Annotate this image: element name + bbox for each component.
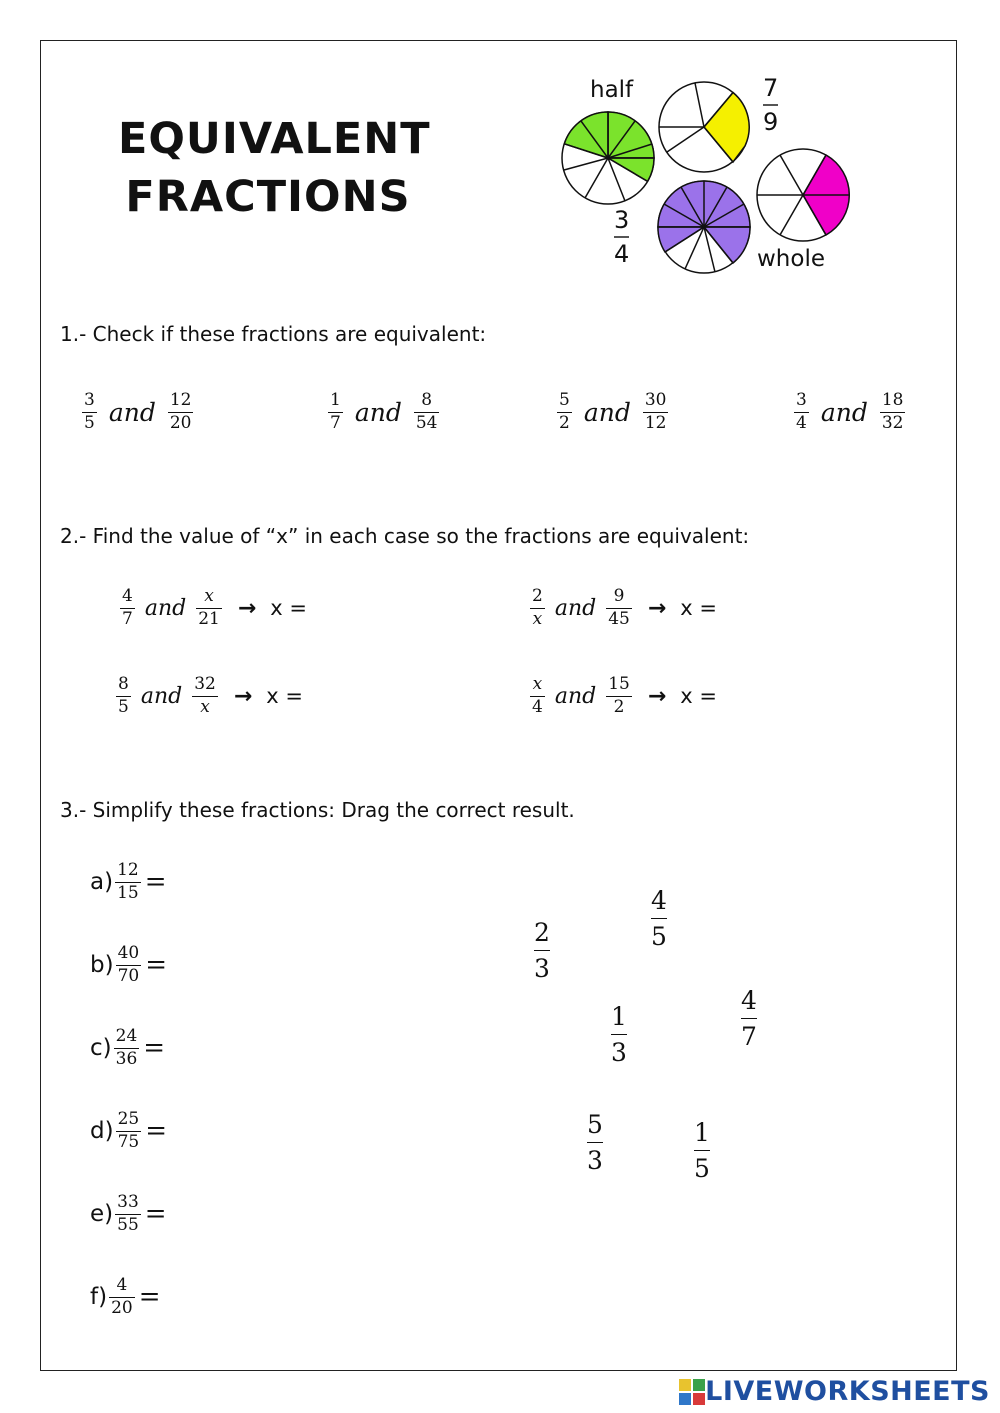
q3-item-d[interactable]: d) $\frac{25}{75}$ = bbox=[90, 1108, 168, 1152]
q2-item-1: $\frac{4}{7}$ and $\frac{x}{21}$ → x = bbox=[122, 585, 307, 629]
and-word: and bbox=[354, 397, 402, 427]
half-label: half bbox=[590, 77, 634, 103]
brand-name: LIVEWORKSHEETS bbox=[705, 1376, 990, 1407]
x-answer-field[interactable]: x = bbox=[680, 596, 717, 620]
arrow-right-icon: → bbox=[647, 683, 667, 709]
q2-item-3: $\frac{8}{5}$ and $\frac{32}{x}$ → x = bbox=[118, 673, 303, 717]
liveworksheets-logo-icon bbox=[679, 1379, 705, 1405]
draggable-answer-4-7[interactable]: 4 7 bbox=[741, 986, 757, 1051]
liveworksheets-logo bbox=[679, 1376, 990, 1407]
draggable-answer-5-3[interactable]: 5 3 bbox=[587, 1110, 603, 1175]
x-answer-field[interactable]: x = bbox=[270, 596, 307, 620]
x-answer-field[interactable]: x = bbox=[266, 684, 303, 708]
three-fourths-pie bbox=[658, 181, 750, 273]
q3-instruction: 3.- Simplify these fractions: Drag the correct result. bbox=[60, 798, 575, 822]
q2-item-4: $\frac{x}{4}$ and $\frac{15}{2}$ → x = bbox=[532, 673, 717, 717]
and-word: and bbox=[583, 397, 631, 427]
three-fourths-label: 3 4 bbox=[614, 206, 630, 268]
seven-ninths-label: 7 9 bbox=[763, 74, 779, 136]
q3-item-e[interactable]: e) $\frac{33}{55}$ = bbox=[90, 1191, 167, 1235]
q3-item-c[interactable]: c) $\frac{24}{36}$ = bbox=[90, 1025, 166, 1069]
x-answer-field[interactable]: x = bbox=[680, 684, 717, 708]
q3-item-a[interactable]: a) $\frac{12}{15}$ = bbox=[90, 859, 167, 903]
q3-item-f[interactable]: f) $\frac{4}{20}$ = bbox=[90, 1274, 161, 1318]
draggable-answer-2-3[interactable]: 2 3 bbox=[534, 918, 550, 983]
whole-label: whole bbox=[757, 246, 826, 272]
q2-instruction: 2.- Find the value of “x” in each case so the fractions are equivalent: bbox=[60, 524, 750, 548]
seven-ninths-pie bbox=[659, 82, 749, 172]
draggable-answer-4-5[interactable]: 4 5 bbox=[651, 886, 667, 951]
q1-instruction: 1.- Check if these fractions are equivalent: bbox=[60, 322, 487, 346]
q1-pair-4[interactable]: $\frac{3}{4}$ and $\frac{18}{32}$ bbox=[796, 389, 904, 433]
draggable-answer-1-5[interactable]: 1 5 bbox=[694, 1118, 710, 1183]
q3-item-b[interactable]: b) $\frac{40}{70}$ = bbox=[90, 942, 168, 986]
arrow-right-icon: → bbox=[237, 595, 257, 621]
title-line-2: FRACTIONS bbox=[125, 172, 411, 222]
arrow-right-icon: → bbox=[233, 683, 253, 709]
draggable-answer-1-3[interactable]: 1 3 bbox=[611, 1002, 627, 1067]
and-word: and bbox=[108, 397, 156, 427]
q1-pair-2[interactable]: $\frac{1}{7}$ and $\frac{8}{54}$ bbox=[330, 389, 438, 433]
title-line-1: EQUIVALENT bbox=[118, 114, 431, 164]
half-pie bbox=[562, 112, 654, 204]
and-word: and bbox=[820, 397, 868, 427]
q1-pair-3[interactable]: $\frac{5}{2}$ and $\frac{30}{12}$ bbox=[559, 389, 667, 433]
q1-pair-1[interactable]: $\frac{3}{5}$ and $\frac{12}{20}$ bbox=[84, 389, 192, 433]
whole-pie bbox=[757, 149, 849, 241]
worksheet-title bbox=[118, 110, 431, 226]
arrow-right-icon: → bbox=[647, 595, 667, 621]
q2-item-2: $\frac{2}{x}$ and $\frac{9}{45}$ → x = bbox=[532, 585, 717, 629]
